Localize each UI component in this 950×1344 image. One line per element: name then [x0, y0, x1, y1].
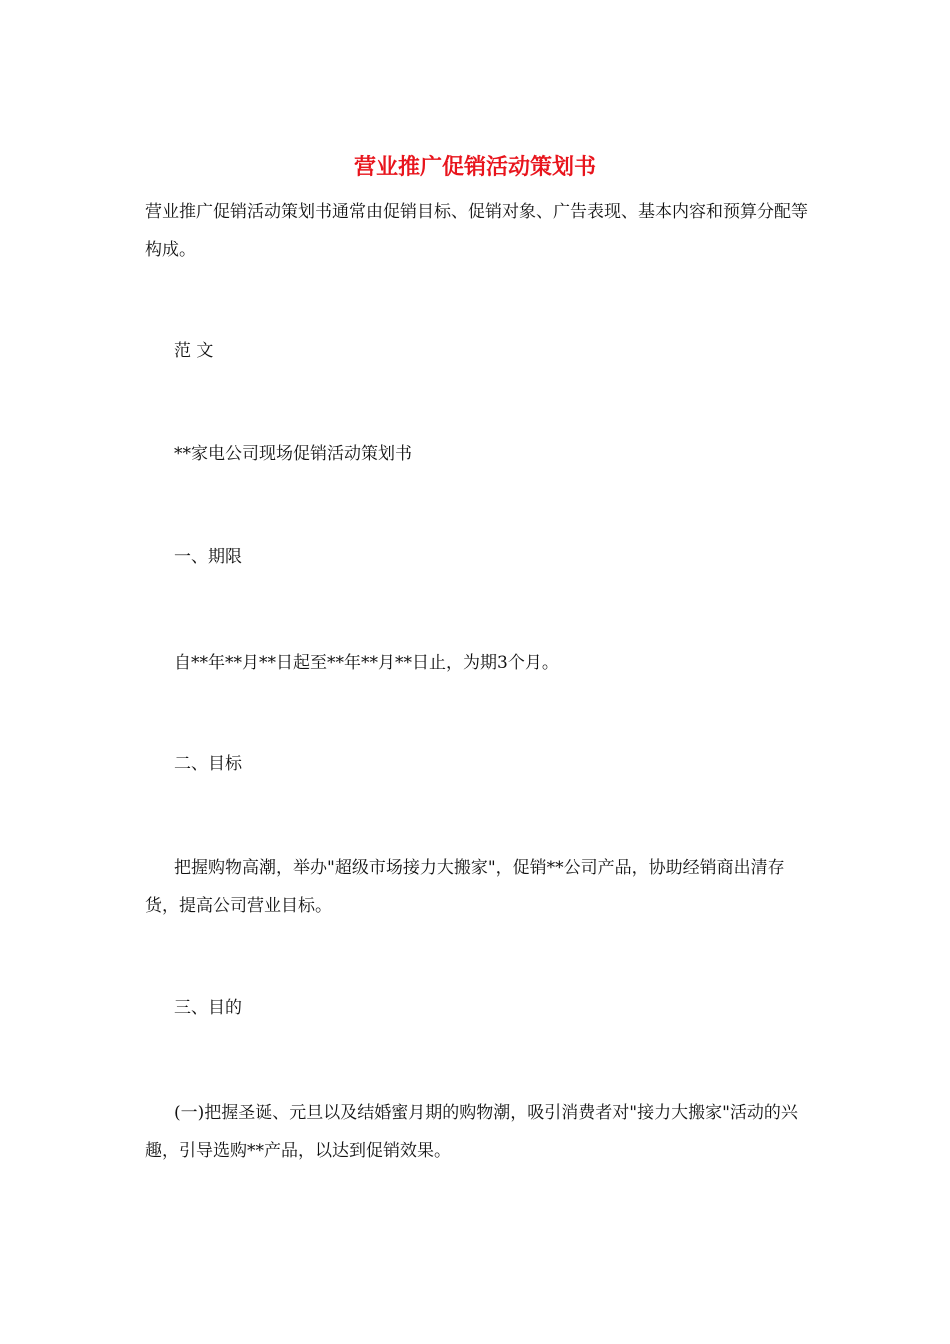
document-title: 营业推广促销活动策划书	[353, 154, 596, 180]
section-heading-purpose: 三、目的	[174, 998, 242, 1018]
section-body-purpose: (一)把握圣诞、元旦以及结婚蜜月期的购物潮，吸引消费者对"接力大搬家"活动的兴趣，引导选购**产品，以达到促销效果。	[145, 1103, 798, 1161]
section-heading-goal: 二、目标	[174, 754, 242, 774]
section-body-goal: 把握购物高潮，举办"超级市场接力大搬家"，促销**公司产品，协助经销商出清存货，提高公司营业目标。	[145, 858, 785, 916]
section-heading-period: 一、期限	[174, 547, 242, 567]
fanwen-label: 范 文	[174, 341, 214, 361]
section-body-period: 自**年**月**日起至**年**月**日止，为期3个月。	[174, 653, 559, 673]
sample-subtitle: **家电公司现场促销活动策划书	[174, 444, 412, 464]
intro-paragraph: 营业推广促销活动策划书通常由促销目标、促销对象、广告表现、基本内容和预算分配等构成。	[145, 202, 808, 260]
